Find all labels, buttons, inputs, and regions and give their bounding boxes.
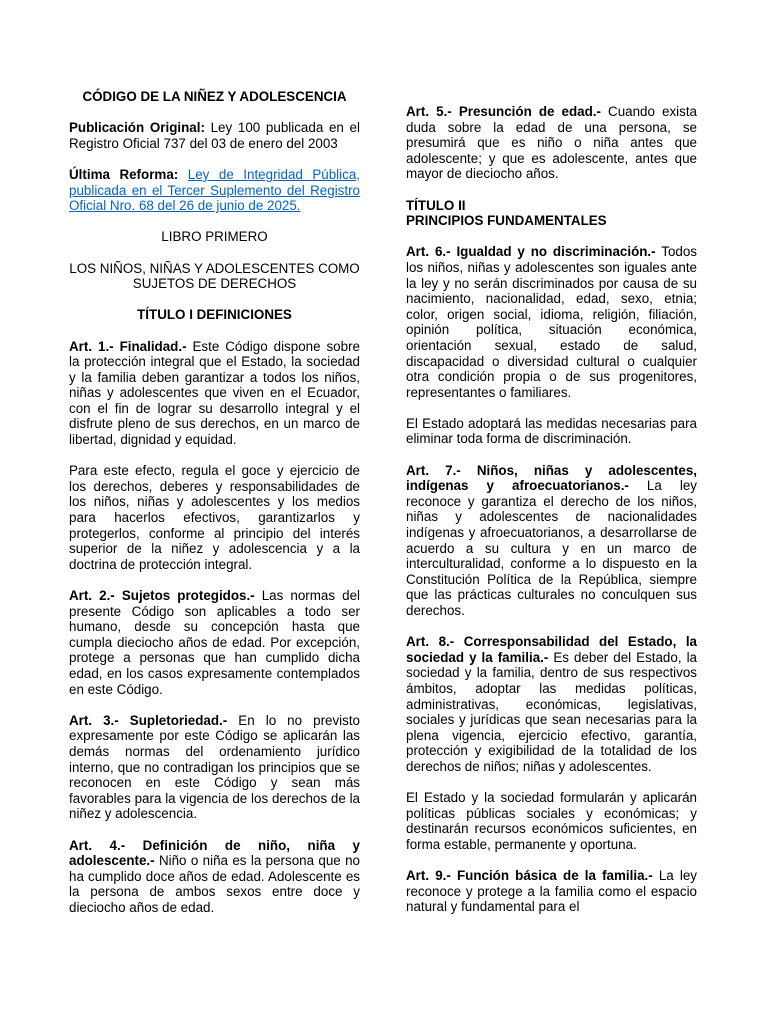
article-5-heading: Art. 5.- Presunción de edad.- (406, 104, 601, 119)
article-8-text: Es deber del Estado, la sociedad y la familia, dentro de sus respectivos ámbitos, adoptar las medidas políticas, administrativas, económicas, legislativas, sociales y jurídicas que sean necesarias para la plena vigencia, ejercicio efectivo, garantía, protección y exigibilidad de la totalidad de los derechos de niños; niñas y adolescentes. (406, 649, 697, 774)
libro-subheading: LOS NIÑOS, NIÑAS Y ADOLESCENTES COMO SUJETOS DE DERECHOS (69, 260, 360, 292)
article-4-heading: Art. 4.- Definición de niño, niña y adolescente.- (69, 837, 360, 869)
article-6-heading: Art. 6.- Igualdad y no discriminación.- (406, 244, 656, 260)
titulo-2-subheading: PRINCIPIOS FUNDAMENTALES (406, 213, 607, 229)
article-1-heading: Art. 1.- Finalidad.- (69, 338, 187, 354)
article-2-text: Las normas del presente Código son aplicables a todo ser humano, desde su concepción hasta que cumpla dieciocho años de edad. Por excepción, protege a personas que han cumplido dicha edad, en los casos expresamente contemplados en este Código. (69, 588, 360, 697)
article-4-text: Niño o niña es la persona que no ha cumplido doce años de edad. Adolescente es la persona de ambos sexos entre doce y dieciocho años de edad. (69, 853, 360, 915)
article-7-heading: Art. 7.- Niños, niñas y adolescentes, indígenas y afroecuatorianos.- (406, 462, 697, 494)
left-column (69, 89, 360, 931)
article-7-text: La ley reconoce y garantiza el derecho de los niños, niñas y adolescentes de nacionalidades indígenas y afroecuatorianos, a desarrollarse de acuerdo a su cultura y en un marco de interculturalidad, conforme a lo dispuesto en la Constitución Política de la República, siempre que las prácticas culturales no conculquen sus derechos. (406, 478, 697, 618)
article-3-text: En lo no previsto expresamente por este Código se aplicarán las demás normas del ordenamiento jurídico interno, que no contradigan los principios que se reconocen en este Código y sean más favorables para la vigencia de los derechos de la niñez y adolescencia. (69, 712, 361, 822)
article-9 (406, 868, 697, 915)
article-9-text: La ley reconoce y protege a la familia como el espacio natural y fundamental para el (406, 868, 697, 915)
article-6-paragraph-2: El Estado adoptará las medidas necesarias para eliminar toda forma de discriminación. (406, 415, 697, 447)
titulo-2-heading: TÍTULO II PRINCIPIOS FUNDAMENTALES (406, 197, 607, 229)
article-1-paragraph-2: Para este efecto, regula el goce y ejercicio de los derechos, deberes y responsabilidades de los niños, niñas y adolescentes y los medios para hacerlos efectivos, garantizarlos y protegerlos, conforme al principio del interés superior de la niñez y adolescencia y a la doctrina de protección integral. (69, 463, 360, 572)
article-7 (406, 463, 697, 619)
article-5-text: Cuando exista duda sobre la edad de una persona, se presumirá que es niño o niña antes que adolescente; y que es adolescente, antes que mayor de dieciocho años. (406, 104, 697, 182)
reform-label: Última Reforma: (69, 166, 179, 182)
article-2-heading: Art. 2.- Sujetos protegidos.- (69, 588, 255, 603)
libro-heading: LIBRO PRIMERO (161, 229, 268, 245)
article-6-text: Todos los niños, niñas y adolescentes son iguales ante la ley y no serán discriminados por causa de su nacimiento, nacionalidad, edad, sexo, etnia; color, origen social, idioma, religión, filiación, opinión política, situación económica, orientación sexual, estado de salud, discapacidad o diversidad cultural o cualquier otra condición propia o de sus progenitores, representantes o familiares. (406, 244, 697, 400)
article-5 (406, 104, 697, 182)
article-3-heading: Art. 3.- Supletoriedad.- (69, 712, 228, 728)
article-4 (69, 838, 360, 916)
article-9-heading: Art. 9.- Función básica de la familia.- (406, 868, 653, 884)
publication-label: Publicación Original: (69, 120, 205, 136)
titulo-1-heading: TÍTULO I DEFINICIONES (137, 307, 292, 323)
article-8-paragraph-2: El Estado y la sociedad formularán y aplicarán políticas públicas sociales y económicas; y destinarán recursos económicos suficientes, en forma estable, permanente y oportuna. (406, 790, 697, 852)
article-2 (69, 588, 360, 697)
article-6 (406, 244, 697, 400)
article-1-text: Este Código dispone sobre la protección integral que el Estado, la sociedad y la familia deben garantizar a todos los niños, niñas y adolescentes que viven en el Ecuador, con el fin de lograr su desarrollo integral y el disfrute pleno de sus derechos, en un marco de libertad, dignidad y equidad. (69, 338, 360, 448)
document-title: CÓDIGO DE LA NIÑEZ Y ADOLESCENCIA (82, 89, 347, 104)
publication-text: Ley 100 publicada en el Registro Oficial 737 del 03 de enero del 2003 (69, 120, 360, 151)
publication-paragraph (69, 120, 360, 151)
article-8 (406, 634, 697, 774)
article-3 (69, 713, 360, 822)
article-1 (69, 339, 360, 448)
right-column (406, 104, 697, 930)
reform-link[interactable]: Ley de Integridad Pública, publicada en el Tercer Suplemento del Registro Oficial Nro. 68 del 26 de junio de 2025. (69, 166, 360, 214)
reform-paragraph (69, 167, 360, 214)
article-8-heading: Art. 8.- Corresponsabilidad del Estado, la sociedad y la familia.- (406, 634, 697, 665)
